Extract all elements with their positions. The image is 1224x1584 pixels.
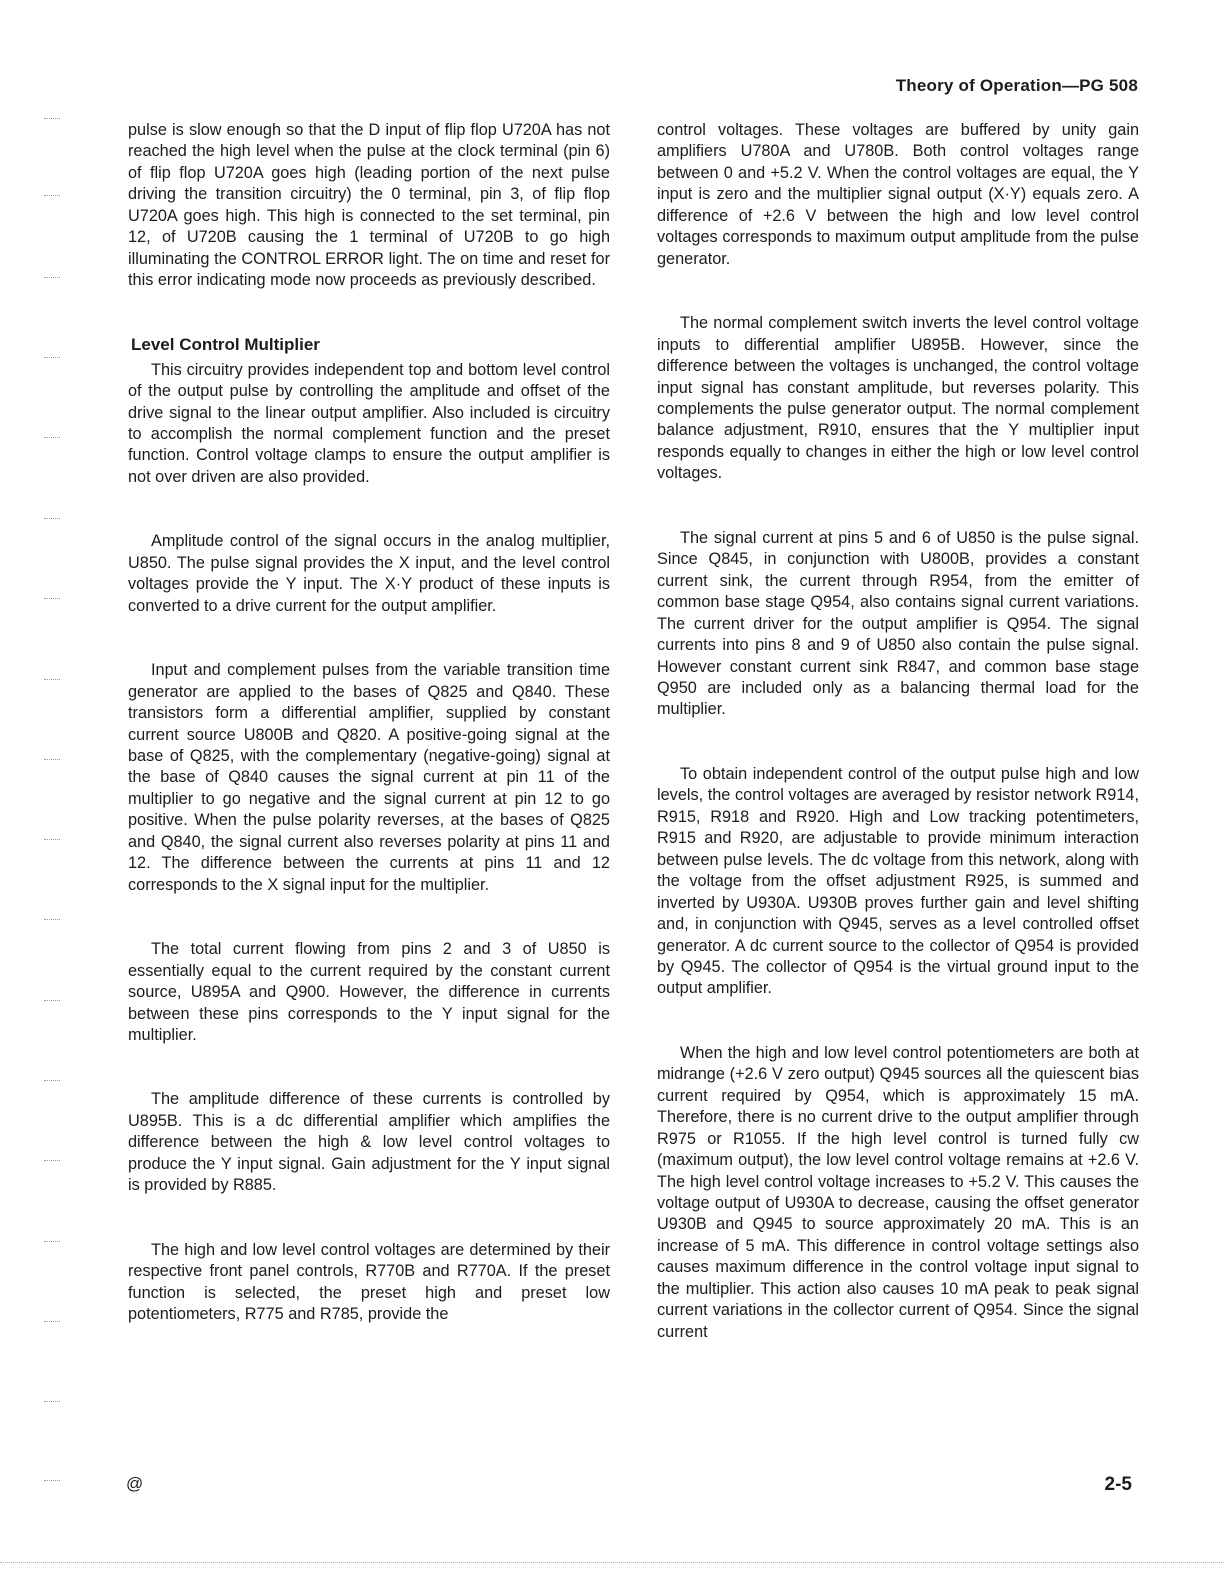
paragraph: The amplitude difference of these currents is controlled by U895B. This is a dc differential amplifier which amplifies the difference between the high & low level control voltages to produce the Y input signal. Gain adjustment for the Y input signal is provided by R885. (128, 1090, 610, 1195)
scan-mark (44, 118, 60, 119)
paragraph: When the high and low level control potentiometers are both at midrange (+2.6 V zero output) Q945 sources all the quiescent bias current required by Q954, which is approximately 15 mA. Therefore, there is no current drive to the output amplifier through R975 or R1055. If the high level control is turned fully cw (maximum output), the low level control voltage remains at +2.6 V. The high level control voltage increases to +5.2 V. This causes the voltage output of U930A to decrease, causing the offset generator U930B and Q945 to source approximately 20 mA. This is an increase of 5 mA. This difference in control voltage settings also causes maximum difference in the control voltage input signal to the multiplier. This action also causes 10 mA peak to peak signal current variations in the collector current of Q954. Since the signal current (657, 1043, 1139, 1341)
right-column (657, 120, 1139, 1343)
scan-edge-line (0, 1562, 1224, 1563)
paragraph: pulse is slow enough so that the D input of flip flop U720A has not reached the high level when the pulse at the clock terminal (pin 6) of flip flop U720A goes high (leading portion of the next pulse driving the transition circuitry) the 0 terminal, pin 3, of flip flop U720A goes high. This high is connected to the set terminal, pin 12, of U720B causing the 1 terminal of U720B to go high illuminating the CONTROL ERROR light. The on time and reset for this error indicating mode now proceeds as previously described. (128, 121, 610, 290)
paragraph: The signal current at pins 5 and 6 of U850 is the pulse signal. Since Q845, in conjunction with U800B, provides a constant current sink, the current through R954, from the emitter of common base stage Q954, also contains signal current variations. The current driver for the output amplifier is Q954. The signal currents into pins 8 and 9 of U850 also contain the pulse signal. However constant current sink R847, and common base stage Q950 are included only as a balancing thermal load for the multiplier. (657, 528, 1139, 719)
paragraph: Input and complement pulses from the variable transition time generator are applied to the bases of Q825 and Q840. These transistors form a differential amplifier, supplied by constant current source U800B and Q820. A positive-going signal at the base of Q825, with the complementary (negative-going) signal at the base of Q840 causes the signal current at pin 11 of the multiplier to go negative and the signal current at pin 12 to go positive. When the pulse polarity reverses, at the bases of Q825 and Q840, the signal current also reverses polarity at pins 11 and 12. The difference between the currents at pins 11 and 12 corresponds to the X signal input for the multiplier. (128, 661, 610, 894)
section-heading: Level Control Multiplier (131, 334, 320, 354)
scan-mark (44, 1000, 60, 1001)
scan-mark (44, 919, 60, 920)
scan-mark (44, 759, 60, 760)
scan-mark (44, 357, 60, 358)
scan-mark (44, 1401, 60, 1402)
paragraph: Amplitude control of the signal occurs in the analog multiplier, U850. The pulse signal provides the X input, and the level control voltages provide the Y input. The X·Y product of these inputs is converted to a drive current for the output amplifier. (128, 532, 610, 615)
paragraph: To obtain independent control of the output pulse high and low levels, the control voltages are averaged by resistor network R914, R915, R918 and R920. High and Low tracking potentimeters, R915 and R920, are adjustable to provide minimum interaction between pulse levels. The dc voltage from this network, along with the voltage from the offset adjustment R925, is summed and inverted by U930A. U930B proves further gain and level shifting and, in conjunction with Q945, serves as a level controlled offset generator. A dc current source to the collector of Q954 is provided by Q945. The collector of Q954 is the virtual ground input to the output amplifier. (657, 764, 1139, 998)
scan-mark (44, 679, 60, 680)
paragraph: The total current flowing from pins 2 and 3 of U850 is essentially equal to the current required by the constant current source, U895A and Q900. However, the difference in currents between these pins corresponds to the Y input signal for the multiplier. (128, 940, 610, 1044)
scan-mark (44, 518, 60, 519)
scan-mark (44, 1241, 60, 1242)
footer-mark: @ (126, 1474, 144, 1493)
scan-mark (44, 437, 60, 438)
scan-mark (44, 598, 60, 599)
page-number: 2-5 (1104, 1474, 1132, 1495)
paragraph: control voltages. These voltages are buffered by unity gain amplifiers U780A and U780B. Both control voltages range between 0 and +5.2 V. When the control voltages are equal, the Y input is zero and the multiplier signal output (X·Y) equals zero. A difference of +2.6 V between the high and low level control voltages corresponds to maximum output amplitude from the pulse generator. (657, 121, 1139, 268)
running-header: Theory of Operation—PG 508 (895, 76, 1138, 95)
paragraph: This circuitry provides independent top and bottom level control of the output pulse by controlling the amplitude and offset of the drive signal to the linear output amplifier. Also included is circuitry to accomplish the normal complement function and the preset function. Control voltage clamps to ensure the output amplifier is not over driven are also provided. (128, 360, 610, 486)
scan-mark (44, 839, 60, 840)
scan-mark (44, 277, 60, 278)
scan-mark (44, 1160, 60, 1161)
paragraph: The high and low level control voltages are determined by their respective front panel controls, R770B and R770A. If the preset function is selected, the preset high and preset low potentiometers, R775 and R785, provide the (128, 1240, 610, 1324)
left-column (128, 120, 610, 1325)
scan-mark (44, 1480, 60, 1481)
scan-mark (44, 195, 60, 196)
paragraph: The normal complement switch inverts the level control voltage inputs to differential amplifier U895B. However, since the difference between the voltages is unchanged, the control voltage input signal has constant amplitude, but reverses polarity. This complements the pulse generator output. The normal complement balance adjustment, R910, ensures that the Y multiplier input responds equally to changes in either the high or low level control voltages. (657, 314, 1139, 483)
scan-mark (44, 1321, 60, 1322)
scan-mark (44, 1080, 60, 1081)
